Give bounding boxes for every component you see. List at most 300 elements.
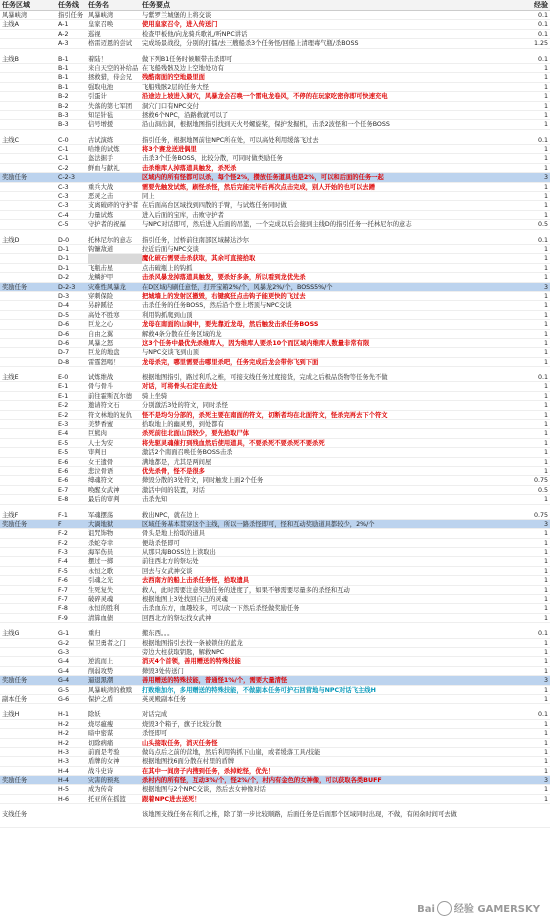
cell-desc: 进入后面的宝库，击败守护者 (142, 211, 224, 219)
cell-desc: 山头接取任务，消灭任务怪 (142, 739, 218, 747)
cell-line: D-3 (58, 292, 70, 300)
cell-xp: 1 (543, 358, 548, 366)
cell-line: F-7 (58, 596, 68, 604)
cell-xp: 1 (543, 245, 548, 253)
cell-desc: 完成场景战役，分别的打擂/去三艘船杀3个任务怪/回船上清理毒气瓶/杀BOSS (142, 40, 359, 48)
cell-xp: 0.1 (537, 630, 548, 638)
cell-xp: 1 (543, 496, 548, 504)
cell-xp: 1 (543, 421, 548, 429)
table-row (0, 211, 550, 220)
table-row (0, 201, 550, 210)
cell-xp: 1 (543, 193, 548, 201)
cell-xp: 0.1 (537, 136, 548, 144)
cell-desc: 对话，可将骨头石定在此处 (142, 383, 218, 391)
cell-desc: 杀怪即可 (142, 730, 168, 738)
table-row (0, 330, 550, 339)
cell-desc: 杀村内的所有怪，互动3%/个，怪2%/个，村内有金色的女神像，可以获取各类BUFF (142, 777, 382, 785)
table-row (0, 264, 550, 273)
cell-area: 奖励任务 (2, 283, 28, 291)
cell-name: 削弱攻势 (88, 667, 114, 675)
table-row (0, 111, 550, 120)
cell-xp: 1.25 (533, 40, 548, 48)
cell-xp: 0.5 (537, 221, 548, 229)
cell-name: 烧尽瘟瘦 (88, 720, 114, 728)
cell-name: 邀请符文石 (88, 402, 120, 410)
cell-line: B-3 (58, 121, 69, 129)
cell-line: G-4 (58, 667, 70, 675)
table-row (0, 429, 550, 438)
cell-name: 托亚所在摇篮 (88, 795, 126, 803)
cell-xp: 1 (543, 111, 548, 119)
table-row (0, 120, 550, 129)
table-row (0, 695, 550, 704)
cell-desc: 满地都是，尤其是两间屋 (142, 458, 212, 466)
cell-line: H-2 (58, 739, 70, 747)
cell-desc: 在D区域内刷任意怪，打开宝箱2%/个，风暴龙2%/个，BOSS5%/个 (142, 283, 333, 291)
cell-desc: 沿途边上坡进入洞穴，风暴龙会召唤一个雷电龙卷风，不停的在玩家吃密你即可快速充电 (142, 93, 388, 101)
header-name: 任务名 (88, 1, 109, 9)
cell-line: C-1 (58, 146, 69, 154)
table-row (0, 348, 550, 357)
cell-name (88, 254, 142, 263)
cell-xp: 0.1 (537, 711, 548, 719)
table-row (0, 283, 550, 292)
cell-name: 鲜血与献礼 (88, 164, 120, 172)
cell-desc: 回西北方的祭坛找女武神 (142, 614, 212, 622)
cell-xp: 1 (543, 311, 548, 319)
table-row (0, 236, 550, 245)
cell-name: 着陆！ (88, 55, 107, 63)
cell-line: H-1 (58, 711, 70, 719)
cell-line: 指引任务 (58, 12, 84, 19)
cell-name: 来自天空的补给品 (88, 64, 139, 72)
table-row (0, 411, 550, 420)
cell-xp: 1 (543, 74, 548, 82)
cell-name: 巨龙之心 (88, 321, 114, 329)
cell-desc: 与紫罗兰城堡的上将交谈 (142, 12, 212, 19)
cell-name: 巡视 (88, 30, 101, 38)
table-row (0, 145, 550, 154)
cell-xp: 1 (543, 667, 548, 675)
cell-desc: 在飞船残骸及边上空地处功有 (142, 64, 224, 72)
watermark-baidu: Bai (417, 903, 435, 915)
cell-name: 最后的审判 (88, 496, 120, 504)
table-row (0, 529, 550, 538)
cell-xp: 1 (543, 539, 548, 547)
cell-line: E-5 (58, 439, 69, 447)
cell-name: 灾害的预兆 (88, 777, 120, 785)
cell-name: 恶灵之击 (88, 193, 114, 201)
cell-desc: 龙母杀完，哪里需要击哪里杀吧，任务完成后龙会带你飞到下面 (142, 358, 319, 366)
cell-desc: 回去与女武神交谈 (142, 567, 193, 575)
table-row (0, 495, 550, 504)
table-row (0, 467, 550, 476)
cell-desc: 对话完成 (142, 711, 168, 719)
table-row (0, 739, 550, 748)
cell-xp: 0.1 (537, 55, 548, 63)
cell-xp: 1 (543, 302, 548, 310)
cell-area: 主线G (2, 630, 20, 638)
table-row (0, 30, 550, 39)
cell-desc: 需要先触发试炼，刷怪杀怪，然后完能完毕后再次点击完成，别人开始的也可以去蹭 (142, 183, 375, 191)
cell-xp: 3 (543, 677, 548, 685)
cell-line: F-3 (58, 549, 68, 557)
cell-name: 守护者的祝福 (88, 221, 126, 229)
cell-xp: 1 (543, 686, 548, 694)
cell-name: 另辟蹊径 (88, 302, 114, 310)
cell-xp: 1 (543, 183, 548, 191)
cell-xp: 1 (543, 339, 548, 347)
cell-line: B-3 (58, 111, 69, 119)
cell-xp: 0.5 (537, 486, 548, 494)
cell-name: 力量试炼 (88, 211, 114, 219)
table-row (0, 686, 550, 695)
cell-xp: 1 (543, 614, 548, 622)
cell-name: 龙鳞护甲 (88, 274, 114, 282)
cell-name: 悲泣骨语 (88, 467, 114, 475)
table-row (0, 557, 550, 566)
cell-line: C-3 (58, 193, 69, 201)
cell-line: G-3 (58, 649, 70, 656)
cell-name: 重归 (88, 630, 101, 638)
table-row (0, 439, 550, 448)
cell-desc: 飞船残骸2层的任务大怪 (142, 83, 209, 91)
cell-name: 杀蛇夺幸 (88, 539, 114, 547)
table-row (0, 604, 550, 613)
cell-name: 切除病痛 (88, 739, 114, 747)
cell-xp: 1 (543, 255, 548, 263)
cell-area: 奖励任务 (2, 174, 28, 182)
table-body (0, 11, 550, 828)
cell-xp: 0.75 (533, 477, 548, 485)
cell-xp: 1 (543, 202, 548, 210)
cell-area: 主线H (2, 711, 20, 719)
cell-desc: 该地图支线任务在利爪之椎，除了第一步比较顺路，后面任务是后面那个区域同时出现，不做，有闲余时间可去做 (142, 811, 457, 819)
table-row (0, 183, 550, 192)
watermark (417, 900, 540, 917)
cell-line: D-8 (58, 358, 70, 366)
table-row (0, 548, 550, 557)
table-row (0, 757, 550, 766)
table-row (0, 301, 550, 310)
cell-xp: 1 (543, 211, 548, 219)
table-row (0, 476, 550, 485)
cell-line: G-4 (58, 658, 70, 666)
cell-desc: 打败维加尔，多用赠送的特殊技能，不做副本任务可护石回营地与NPC对话飞主线H (142, 686, 376, 694)
cell-xp: 1 (543, 605, 548, 613)
cell-line: C-3 (58, 202, 69, 210)
cell-xp: 1 (543, 439, 548, 447)
cell-xp: 1 (543, 430, 548, 438)
cell-desc: 龙母在南面的山洞中，要先靠近龙母，然后触发击杀任务BOSS (142, 321, 319, 329)
cell-name: 缚魂符文 (88, 477, 114, 485)
cell-desc: 检查甲板他/向龙骑兵歌礼/听NPC讲话 (142, 30, 248, 38)
cell-line: H-4 (58, 767, 70, 775)
cell-name: 永恒的胜利 (88, 605, 120, 613)
cell-desc: 烧毁3个箱子，旗子比较分散 (142, 720, 222, 728)
cell-name: 保卫勇者之门 (88, 639, 126, 647)
cell-name: 引魂之光 (88, 577, 114, 585)
table-row (0, 392, 550, 401)
cell-name: 试炼维战 (88, 374, 114, 382)
cell-name: 钩镰敌道 (88, 245, 114, 253)
cell-name: 巨龙的地盘 (88, 349, 120, 357)
cell-xp: 1 (543, 758, 548, 766)
cell-xp: 1 (543, 121, 548, 129)
cell-xp: 1 (543, 549, 548, 557)
table-row (0, 648, 550, 657)
table-row (0, 795, 550, 804)
cell-line: F-1 (58, 511, 68, 519)
cell-desc: 击杀维库人掉落道具触发，杀死杀 (142, 164, 237, 172)
cell-line: H-2 (58, 720, 70, 728)
cell-desc: 从那只海BOSS边上读取出 (142, 549, 216, 557)
table-row (0, 154, 550, 163)
cell-name: 皇家召唤 (88, 21, 114, 29)
cell-xp: 1 (543, 330, 548, 338)
table-row (0, 657, 550, 666)
table-row (0, 245, 550, 254)
table-row (0, 311, 550, 320)
cell-name: 雷霆怒喝！ (88, 358, 120, 366)
table-row (0, 785, 550, 794)
cell-line: A-3 (58, 40, 69, 48)
cell-line: E-6 (58, 458, 69, 466)
table-row (0, 520, 550, 529)
cell-desc: 残酷南面的空地最里面 (142, 74, 205, 82)
cell-name: 哈维的试炼 (88, 146, 120, 154)
cell-name: 诅咒饰物 (88, 530, 114, 538)
cell-desc: 这3个任务中最优先杀维库人，因为维库人要杀10个而区域内维库人数量非常有限 (142, 339, 370, 347)
table-row (0, 102, 550, 111)
cell-desc: 做岛点后之前的营地，然后利用钩抓下山崖，或者缓落工具/技能 (142, 748, 321, 756)
table-row (0, 767, 550, 776)
cell-desc: 根据地图指引，路过利爪之椎，可接支线任务过度接货，完成之后极品货物等任务先不做 (142, 374, 388, 382)
cell-name: 破碎灵魂 (88, 596, 114, 604)
cell-name: 骨与骨斗 (88, 383, 114, 391)
table-row (0, 220, 550, 229)
cell-area: 奖励任务 (2, 677, 28, 685)
header-line: 任务线 (58, 1, 79, 9)
cell-desc: 击杀任务的任务BOSS，然后沿个登上塔顶与NPC交谈 (142, 302, 292, 310)
cell-desc: 搬东西。。。 (142, 630, 174, 638)
cell-name: 海军伤员 (88, 549, 114, 557)
cell-name: 生死复失 (88, 586, 114, 594)
cell-area: 主线D (2, 236, 20, 244)
table-header (0, 0, 550, 11)
cell-xp: 1 (543, 83, 548, 91)
cell-name: 强取电池 (88, 83, 114, 91)
cell-line: C-2-3 (58, 174, 75, 182)
cell-name: 支离破碎的守护者 (88, 202, 139, 210)
watermark-jingyan: 经验 (453, 903, 474, 915)
cell-desc: 利用钩抓爬到山顶 (142, 311, 193, 319)
cell-area: 主线B (2, 55, 19, 63)
cell-name: 清算血债 (88, 614, 114, 622)
cell-xp: 1 (543, 349, 548, 357)
cell-desc: 骑上坐骑 (142, 392, 168, 400)
cell-line: E-2 (58, 411, 69, 419)
cell-line: F-2 (58, 530, 68, 538)
cell-xp: 1 (543, 795, 548, 803)
table-row (0, 614, 550, 623)
cell-name: 高处不胜寒 (88, 311, 120, 319)
cell-name: 风暴峡湾 (88, 12, 114, 19)
cell-xp: 1 (543, 274, 548, 282)
cell-area: 主线F (2, 511, 19, 519)
cell-name: 格雷迈恩的尝试 (88, 40, 133, 48)
cell-desc: 同上 (142, 193, 155, 201)
table-row (0, 729, 550, 738)
cell-name: 摆过一掷 (88, 558, 114, 566)
cell-desc: 旁边大柱获取钥匙，解救NPC (142, 649, 225, 656)
cell-line: D-0 (58, 236, 70, 244)
cell-line: E-2 (58, 402, 69, 410)
cell-desc: 使用皇家召令，进入传送门 (142, 21, 218, 29)
cell-line: B-1 (58, 64, 69, 72)
cell-name: 盔法掘手 (88, 155, 114, 163)
cell-name: 军魂摆荡 (88, 511, 114, 519)
cell-desc: 救人，此时需要注意奖励任务的进度了，如果不够需要尽量多的杀怪和互动 (142, 586, 350, 594)
cell-area: 风暴峡湾 (2, 12, 28, 19)
cell-xp: 1 (543, 658, 548, 666)
cell-name: 唤醒女武神 (88, 486, 120, 494)
cell-desc: 分别激活3处的符文，同时杀怪 (142, 402, 228, 410)
cell-name: 成为传奇 (88, 786, 114, 794)
table-row (0, 358, 550, 367)
cell-area: 支线任务 (2, 811, 28, 819)
table-row (0, 676, 550, 685)
cell-line: B-2 (58, 102, 69, 110)
cell-name: 人士为安 (88, 439, 114, 447)
table-row (0, 639, 550, 648)
cell-xp: 1 (543, 639, 548, 647)
cell-line: B-1 (58, 74, 69, 82)
cell-line: F (58, 520, 62, 528)
cell-xp: 1 (543, 458, 548, 466)
header-xp: 经验 (534, 1, 548, 9)
cell-xp: 1 (543, 577, 548, 585)
cell-xp: 1 (543, 786, 548, 794)
cell-line: D-7 (58, 349, 70, 357)
cell-line: H-6 (58, 795, 70, 803)
table-row (0, 173, 550, 182)
cell-line: B-1 (58, 55, 69, 63)
cell-name: 逆流而上 (88, 658, 114, 666)
table-row (0, 586, 550, 595)
cell-line: G-5 (58, 686, 70, 694)
table-row (0, 458, 550, 467)
table-row (0, 710, 550, 719)
cell-xp: 1 (543, 596, 548, 604)
cell-name: 风暴峡湾的救赎 (88, 686, 133, 694)
cell-desc: 击杀风暴龙掉落道具触发，要杀好多条，所以看到龙优先杀 (142, 274, 306, 282)
cell-line: B-2 (58, 93, 69, 101)
cell-xp: 1 (543, 695, 548, 703)
cell-name: 重兵大战 (88, 183, 114, 191)
cell-desc: 解救4条分散在任务区域的龙 (142, 330, 222, 338)
cell-desc: 点击破瓶上的钩抓 (142, 264, 193, 272)
cell-name: 穿刺保险 (88, 292, 114, 300)
cell-desc: 与NPC交谈飞到山顶 (142, 349, 199, 357)
cell-name: 战斗史诗 (88, 767, 114, 775)
cell-line: H-4 (58, 777, 70, 785)
cell-xp: 1 (543, 411, 548, 419)
cell-line: E-0 (58, 374, 69, 382)
table-row (0, 64, 550, 73)
watermark-gamersky: GAMERSKY (477, 903, 540, 915)
table-row (0, 511, 550, 520)
cell-xp: 3 (543, 520, 548, 528)
cell-xp: 3 (543, 174, 548, 182)
cell-line: D-1 (58, 245, 70, 253)
cell-desc: 救出NPC，就在边上 (142, 511, 199, 519)
cell-desc: 击杀血东方，血趣较多，可以砍一下然后杀怪做奖励任务 (142, 605, 300, 613)
cell-xp: 1 (543, 530, 548, 538)
cell-desc: 洞穴门口有NPC交付 (142, 102, 199, 110)
cell-xp: 1 (543, 64, 548, 72)
cell-line: E-6 (58, 477, 69, 485)
cell-name: 引蛋计 (88, 93, 107, 101)
cell-name: 风暴之怒 (88, 339, 114, 347)
cell-desc: 击杀先知 (142, 496, 168, 504)
cell-line: B-1 (58, 83, 69, 91)
cell-line: G-1 (58, 630, 70, 638)
cell-xp: 1 (543, 155, 548, 163)
table-row (0, 401, 550, 410)
cell-xp: 1 (543, 264, 548, 272)
cell-xp: 1 (543, 558, 548, 566)
table-row (0, 567, 550, 576)
table-row (0, 539, 550, 548)
table-row (0, 420, 550, 429)
cell-line: F-5 (58, 567, 68, 575)
cell-desc: 根据地图上3处找回自己的灵魂 (142, 596, 228, 604)
cell-line: D-6 (58, 321, 70, 329)
cell-name: 审判日 (88, 449, 107, 457)
cell-desc: 在其中一间房子内搜到任务，杀掉蛇怪，优先！ (142, 767, 275, 775)
cell-desc: 撵毁3处传送门 (142, 667, 184, 675)
cell-xp: 1 (543, 748, 548, 756)
cell-name: 保护之盾 (88, 695, 114, 703)
cell-line: E-4 (58, 430, 69, 438)
cell-desc: 杀死前往北面山顶较少，要先拾取尸体 (142, 430, 250, 438)
table-row (0, 595, 550, 604)
cell-line: C-5 (58, 221, 69, 229)
cell-xp: 1 (543, 730, 548, 738)
cell-desc: 激活中间的装置，对话 (142, 486, 205, 494)
cell-name: 逼退黑潮 (88, 677, 114, 685)
table-row (0, 55, 550, 64)
cell-xp: 0.1 (537, 236, 548, 244)
cell-desc: 与NPC对话即可，然后进入后面的吊篮，一个完成以后会接到主线D的指引任务一托林尼尔的意志 (142, 221, 412, 229)
table-row (0, 164, 550, 173)
cell-line: E-6 (58, 467, 69, 475)
table-row (0, 20, 550, 29)
table-row (0, 320, 550, 329)
cell-name: 永恒之歌 (88, 567, 114, 575)
cell-desc: 魔化破石需要击杀获取，其余可直接拾取 (142, 255, 256, 263)
table-row (0, 92, 550, 101)
cell-xp: 0.75 (533, 511, 548, 519)
cell-line: D-4 (58, 302, 70, 310)
table-row (0, 382, 550, 391)
cell-xp: 0.1 (537, 30, 548, 38)
table-row (0, 576, 550, 585)
cell-line: D-6 (58, 339, 70, 347)
cell-desc: 根据地图与2个NPC交谈，然后去女神像对话 (142, 786, 266, 794)
cell-desc: 将3个赛龙送进偶里 (142, 146, 197, 154)
